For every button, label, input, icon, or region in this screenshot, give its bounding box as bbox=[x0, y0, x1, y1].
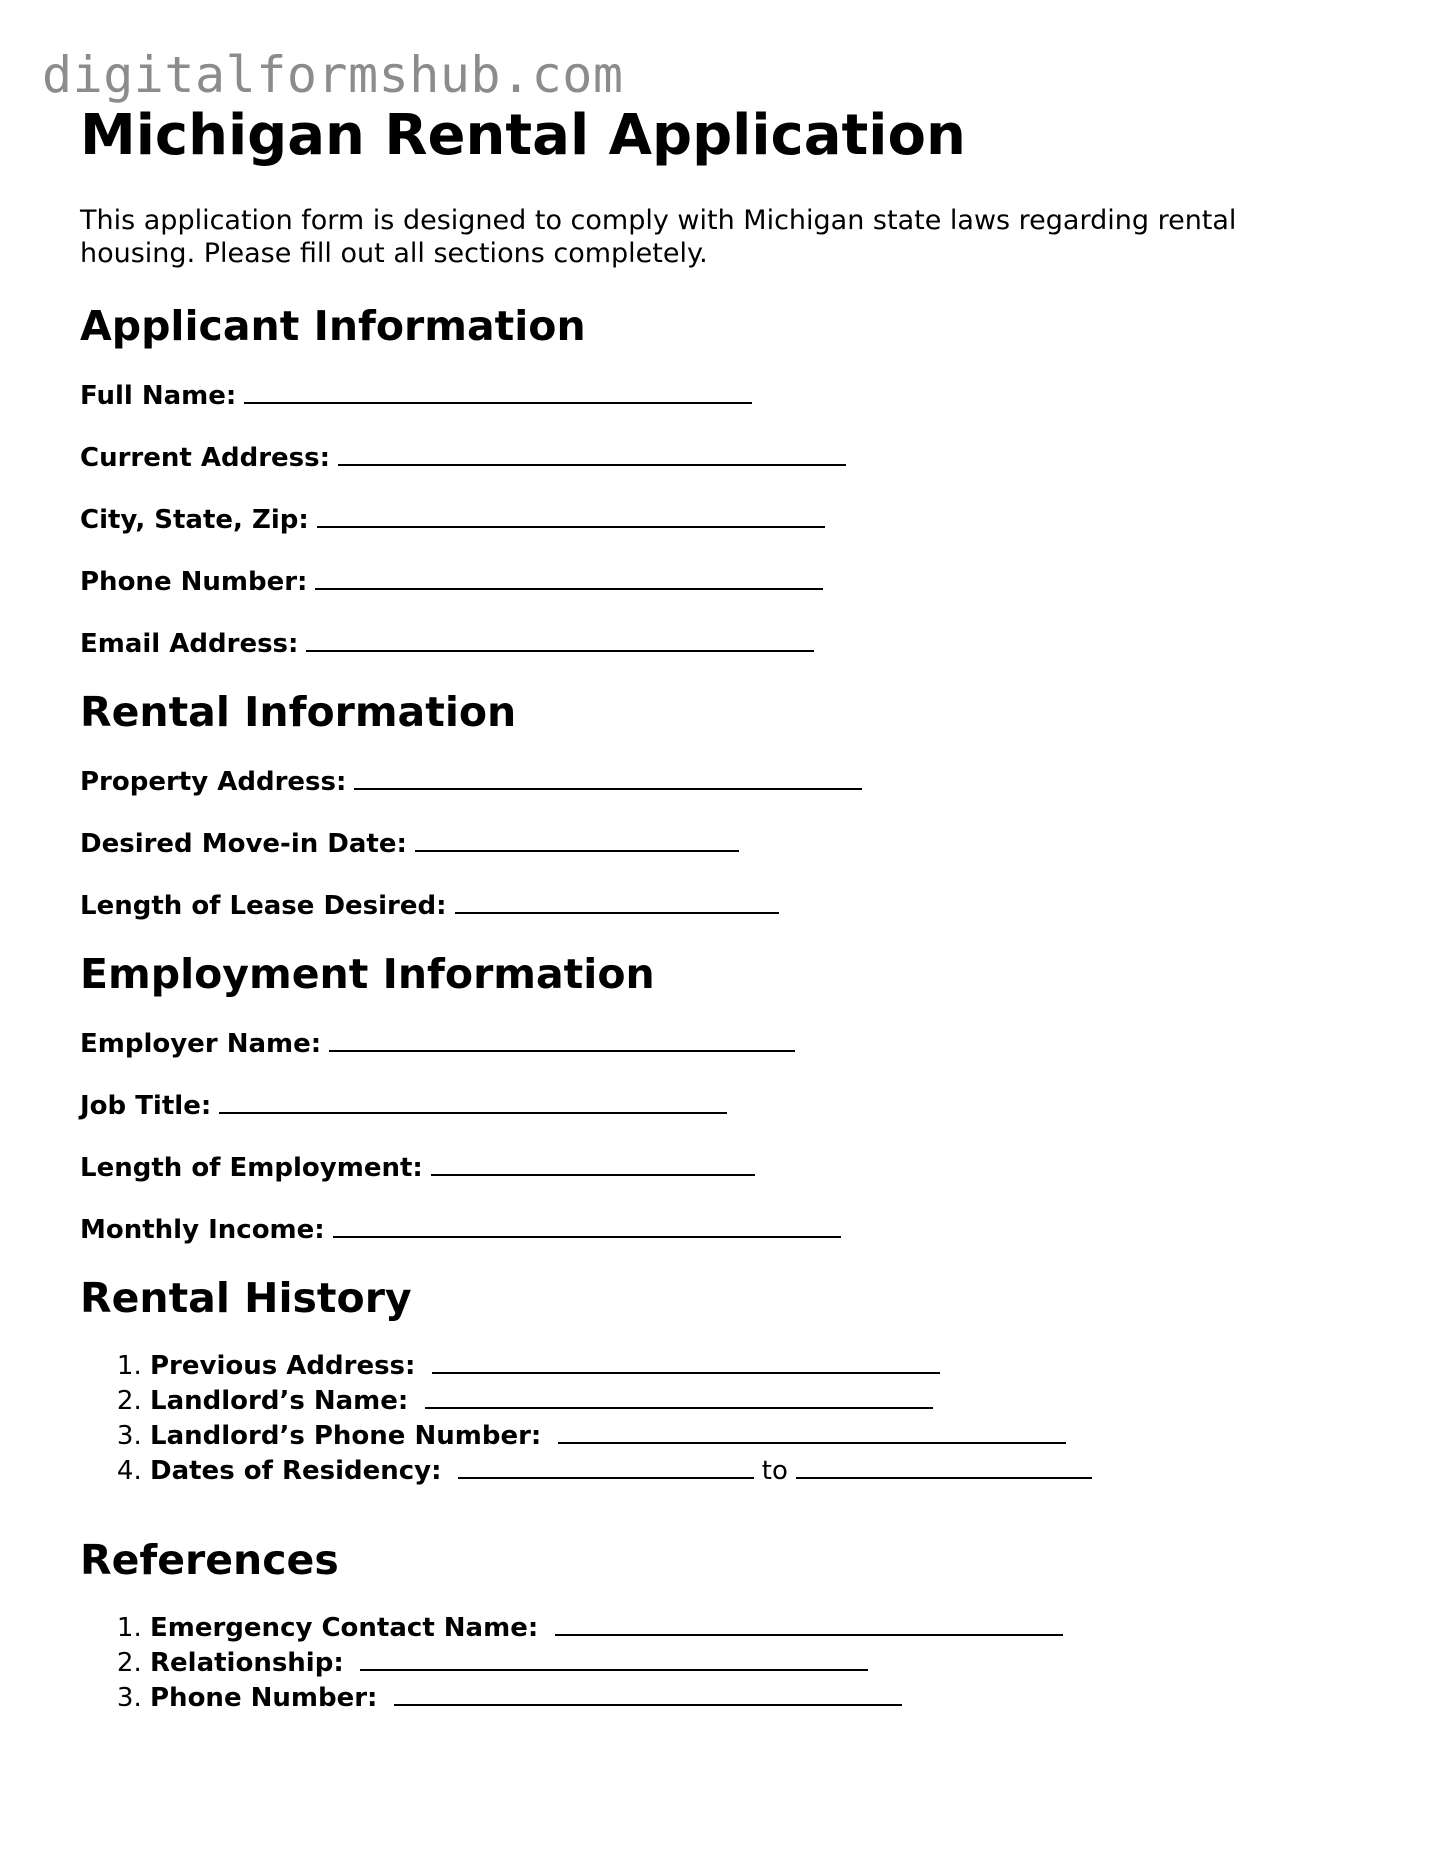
income-blank[interactable] bbox=[333, 1210, 841, 1238]
reference-phone-label: Phone Number: bbox=[150, 1683, 378, 1713]
current-address-blank[interactable] bbox=[338, 438, 846, 466]
dates-to-text: to bbox=[761, 1456, 788, 1486]
job-title-field bbox=[80, 1086, 1380, 1126]
relationship-blank[interactable] bbox=[360, 1645, 868, 1671]
email-field bbox=[80, 624, 1380, 664]
list-item bbox=[150, 1348, 1380, 1383]
property-address-field bbox=[80, 762, 1380, 802]
phone-blank[interactable] bbox=[315, 562, 823, 590]
landlord-phone-label: Landlord’s Phone Number: bbox=[150, 1421, 542, 1451]
full-name-blank[interactable] bbox=[244, 376, 752, 404]
dates-to-blank[interactable] bbox=[796, 1453, 1092, 1479]
landlord-phone-blank[interactable] bbox=[558, 1418, 1066, 1444]
rental-info-heading: Rental Information bbox=[80, 688, 517, 736]
list-item bbox=[150, 1645, 1380, 1680]
rental-info-section bbox=[80, 686, 1380, 926]
intro-text: This application form is designed to comply with Michigan state laws regarding rental housing. Please fill out all sections completely. bbox=[80, 205, 1237, 269]
rental-history-list bbox=[80, 1348, 1380, 1488]
income-label: Monthly Income: bbox=[80, 1215, 325, 1245]
email-blank[interactable] bbox=[306, 624, 814, 652]
landlord-name-label: Landlord’s Name: bbox=[150, 1386, 409, 1416]
emergency-name-label: Emergency Contact Name: bbox=[150, 1613, 539, 1643]
lease-length-field bbox=[80, 886, 1380, 926]
phone-field bbox=[80, 562, 1380, 602]
employment-length-label: Length of Employment: bbox=[80, 1153, 423, 1183]
landlord-name-blank[interactable] bbox=[425, 1383, 933, 1409]
property-address-blank[interactable] bbox=[354, 762, 862, 790]
phone-label: Phone Number: bbox=[80, 567, 308, 597]
previous-address-blank[interactable] bbox=[432, 1348, 940, 1374]
employer-label: Employer Name: bbox=[80, 1029, 322, 1059]
list-item bbox=[150, 1418, 1380, 1453]
move-in-blank[interactable] bbox=[415, 824, 739, 852]
employment-length-field bbox=[80, 1148, 1380, 1188]
applicant-section bbox=[80, 300, 1380, 664]
emergency-name-blank[interactable] bbox=[555, 1610, 1063, 1636]
job-title-label: Job Title: bbox=[80, 1091, 212, 1121]
applicant-heading: Applicant Information bbox=[80, 302, 586, 350]
city-state-zip-blank[interactable] bbox=[317, 500, 825, 528]
current-address-label: Current Address: bbox=[80, 443, 331, 473]
employment-section bbox=[80, 948, 1380, 1250]
list-item bbox=[150, 1680, 1380, 1715]
job-title-blank[interactable] bbox=[219, 1086, 727, 1114]
employer-field bbox=[80, 1024, 1380, 1064]
city-state-zip-label: City, State, Zip: bbox=[80, 505, 309, 535]
references-heading: References bbox=[80, 1536, 339, 1584]
employment-length-blank[interactable] bbox=[431, 1148, 755, 1176]
lease-length-label: Length of Lease Desired: bbox=[80, 891, 447, 921]
full-name-field bbox=[80, 376, 1380, 416]
previous-address-label: Previous Address: bbox=[150, 1351, 416, 1381]
full-name-label: Full Name: bbox=[80, 381, 237, 411]
lease-length-blank[interactable] bbox=[455, 886, 779, 914]
employer-blank[interactable] bbox=[329, 1024, 795, 1052]
income-field bbox=[80, 1210, 1380, 1250]
list-item bbox=[150, 1610, 1380, 1645]
relationship-label: Relationship: bbox=[150, 1648, 344, 1678]
dates-from-blank[interactable] bbox=[458, 1453, 754, 1479]
reference-phone-blank[interactable] bbox=[394, 1680, 902, 1706]
dates-label: Dates of Residency: bbox=[150, 1456, 442, 1486]
current-address-field bbox=[80, 438, 1380, 478]
references-list bbox=[80, 1610, 1380, 1715]
watermark: digitalformshub.com bbox=[42, 46, 624, 104]
email-label: Email Address: bbox=[80, 629, 299, 659]
rental-history-heading: Rental History bbox=[80, 1274, 412, 1322]
list-item bbox=[150, 1453, 1380, 1488]
city-state-zip-field bbox=[80, 500, 1380, 540]
property-address-label: Property Address: bbox=[80, 767, 347, 797]
form-page bbox=[80, 100, 1380, 1761]
move-in-field bbox=[80, 824, 1380, 864]
employment-heading: Employment Information bbox=[80, 950, 655, 998]
list-item bbox=[150, 1383, 1380, 1418]
move-in-label: Desired Move-in Date: bbox=[80, 829, 407, 859]
page-title: Michigan Rental Application bbox=[80, 103, 966, 168]
